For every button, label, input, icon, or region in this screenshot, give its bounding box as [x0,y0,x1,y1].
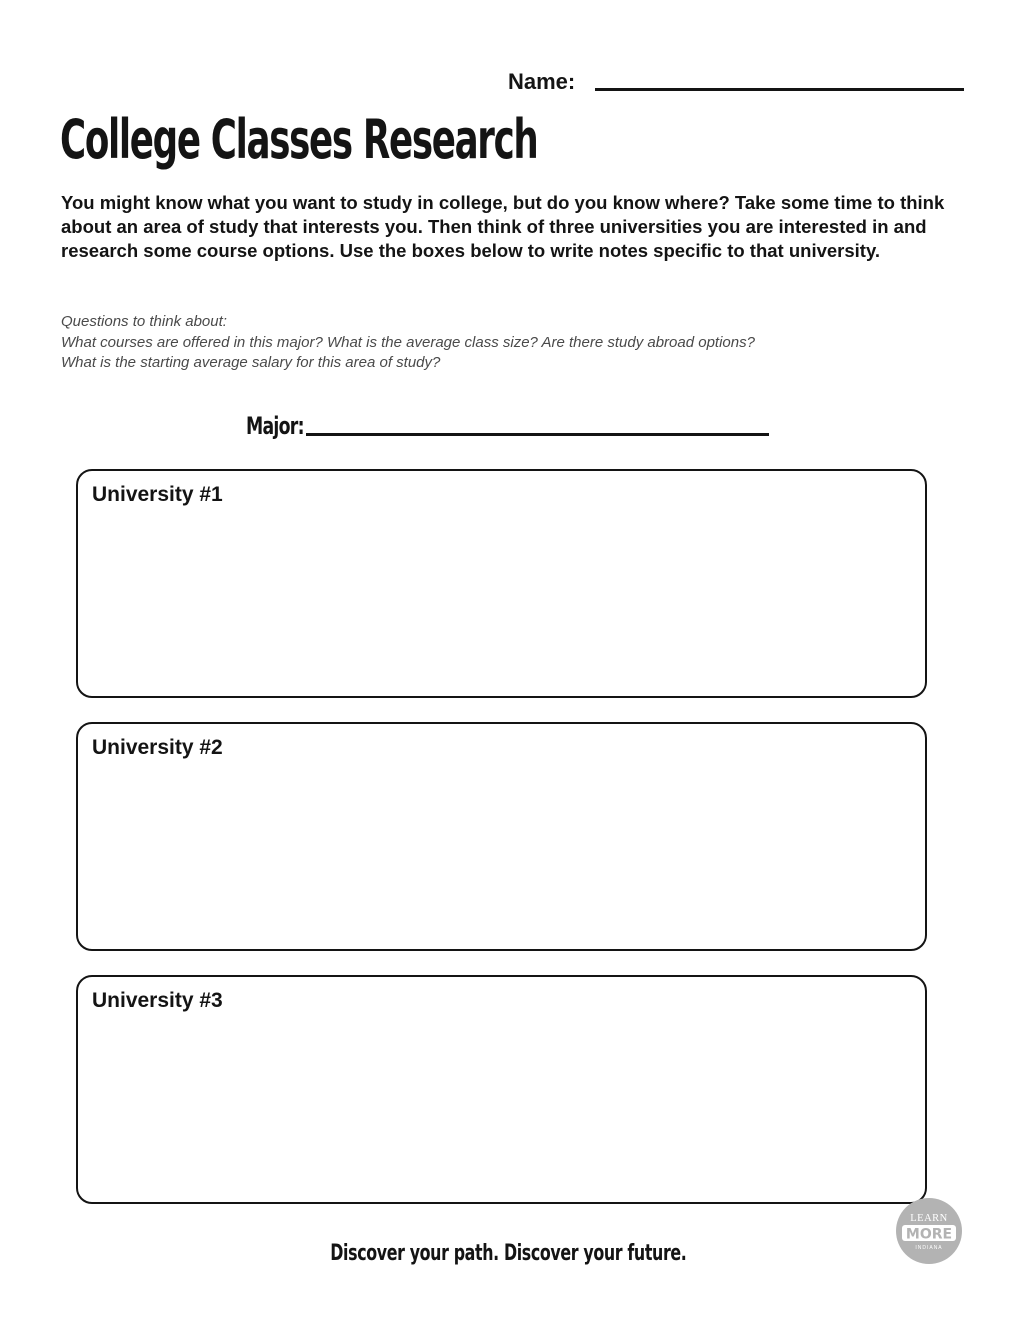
major-row [246,410,770,442]
university-1-box[interactable] [76,469,927,698]
svg-text:INDIANA: INDIANA [915,1245,943,1251]
university-3-label: University #3 [92,989,223,1012]
major-input-line[interactable] [306,433,769,436]
university-2-label: University #2 [92,736,223,759]
svg-text:LEARN: LEARN [910,1213,948,1224]
footer-tagline-row [0,1238,1016,1270]
name-label: Name: [508,69,576,94]
name-row [508,70,964,94]
svg-text:MORE: MORE [905,1226,953,1243]
questions-heading: Questions to think about: [61,313,227,330]
questions-block [61,312,961,374]
footer-tagline: Discover your path. Discover your future. [329,1241,687,1266]
name-input-line[interactable] [595,88,964,91]
question-line: What courses are offered in this major? What is the average class size? Are there study abroad options? [61,333,755,351]
university-1-label: University #1 [92,483,223,506]
major-label: Major: [246,412,304,440]
university-2-box[interactable] [76,722,927,951]
page-title: College Classes Research [60,108,538,171]
university-3-box[interactable] [76,975,927,1204]
learn-more-indiana-logo-icon [895,1197,963,1265]
intro-paragraph: You might know what you want to study in college, but do you know where? Take some time to think about an area of study that interests you. Then think of three universities you are interested in and research some course options. Use the boxes below to write notes specific to that university. [61,192,945,261]
question-line: What is the starting average salary for this area of study? [61,354,441,371]
